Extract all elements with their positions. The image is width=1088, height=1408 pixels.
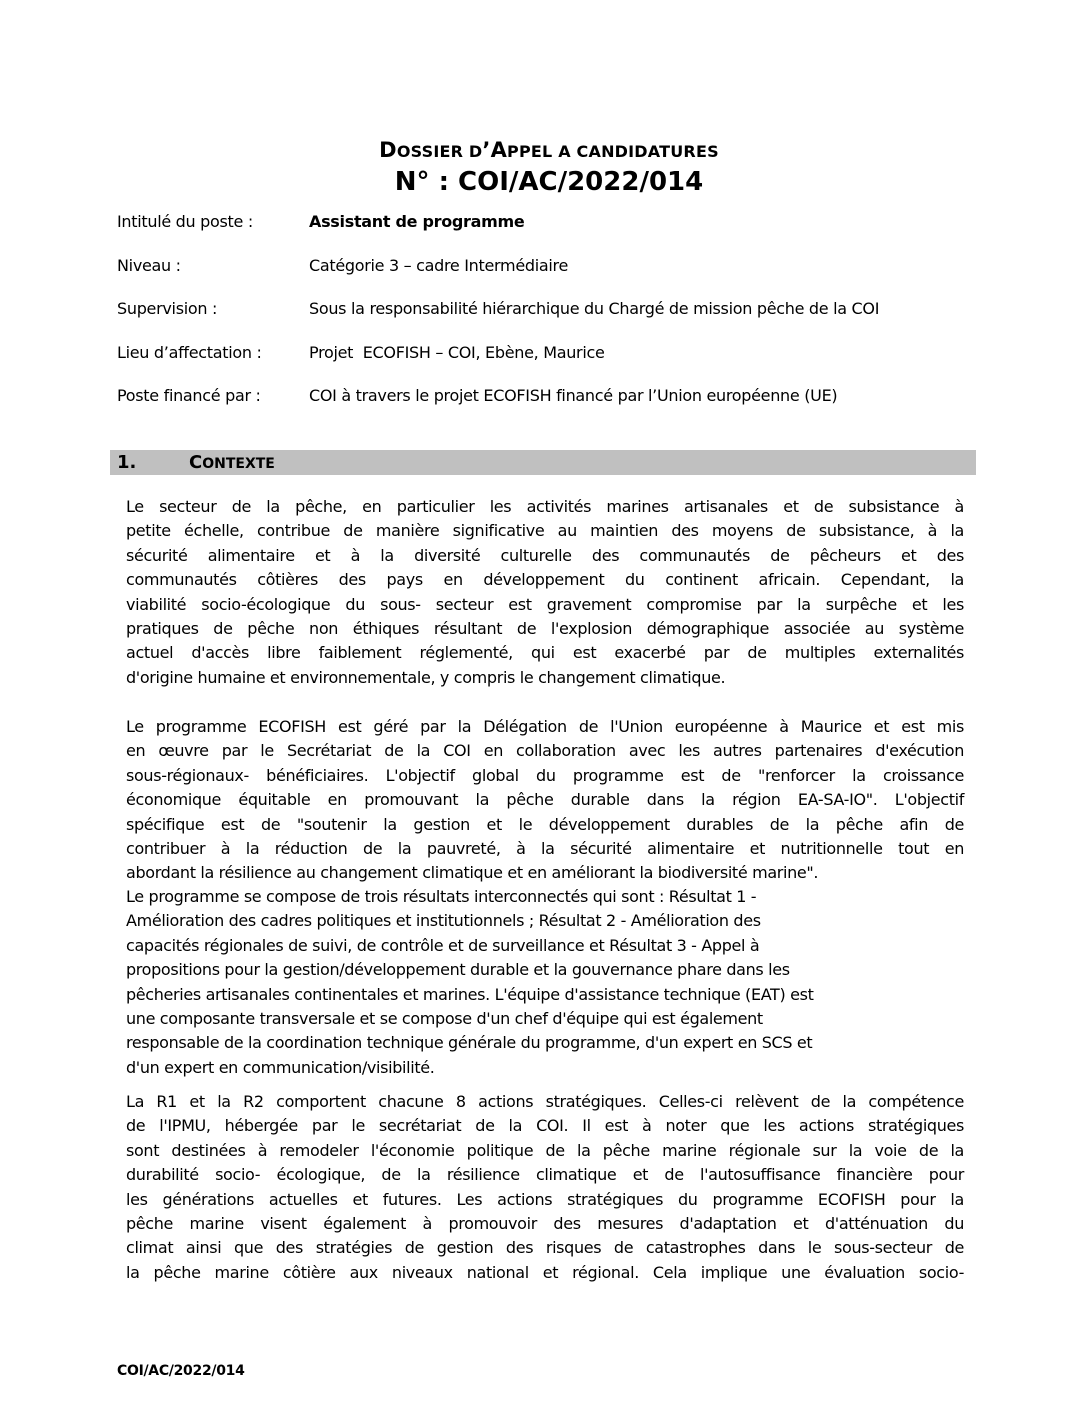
section-number: 1. <box>117 452 137 473</box>
meta-value: Sous la responsabilité hiérarchique du Chargé de mission pêche de la COI <box>309 299 880 318</box>
meta-value: Projet ECOFISH – COI, Ebène, Maurice <box>309 342 605 362</box>
meta-row-job-title <box>117 212 997 256</box>
paragraph-context-1: Le secteur de la pêche, en particulier les activités marines artisanales et de subsistance à petite échelle, contribue de manière significative au maintien des moyens de subsistance, à la sécurité alimentaire et à la diversité culturelle des communautés de pêcheurs et des communautés côtières des pays en développement du continent africain. Cependant, la viabilité socio-écologique du sous- secteur est gravement compromise par la surpêche et les pratiques de pêche non éthiques résultant de l'explosion démographique associée au système actuel d'accès libre faiblement réglementé, qui est exacerbé par de multiples externalités d'origine humaine et environnementale, y compris le changement climatique. <box>126 497 964 687</box>
meta-value: COI à travers le projet ECOFISH financé par l’Union européenne (UE) <box>309 386 838 405</box>
paragraph-context-3: Le programme se compose de trois résultats interconnectés qui sont : Résultat 1 - Amélioration des cadres politiques et institutionnels ; Résultat 2 - Amélioration des capacités régionales de suivi, de contrôle et de surveillance et Résultat 3 - Appel à propositions pour la gestion/développement durable et la gouvernance phare dans les pêcheries artisanales continentales et marines. L'équipe d'assistance technique (EAT) est une composante transversale et se compose d'un chef d'équipe qui est également responsable de la coordination technique générale du programme, d'un expert en SCS et d'un expert en communication/visibilité. <box>126 887 814 1077</box>
paragraph-context-4: La R1 et la R2 comportent chacune 8 actions stratégiques. Celles-ci relèvent de la compétence de l'IPMU, hébergée par le secrétariat de la COI. Il est à noter que les actions stratégiques sont destinées à remodeler l'économie politique de la pêche marine régionale sur la voie de la durabilité socio- écologique, de la résilience climatique et de l'autosuffisance financière pour les générations actuelles et futures. Les actions stratégiques du programme ECOFISH pour la pêche marine visent également à promouvoir des mesures d'adaptation et d'atténuation du climat ainsi que des stratégies de gestion des risques de catastrophes dans le sous-secteur de la pêche marine côtière aux niveaux national et régional. Cela implique une évaluation socio- <box>126 1092 964 1282</box>
title-reference-number: N° : COI/AC/2022/014 <box>394 167 704 197</box>
section-heading-contexte <box>110 450 976 475</box>
meta-row-supervision <box>117 299 997 343</box>
meta-row-location <box>117 343 997 387</box>
document-title <box>0 136 1088 198</box>
footer-reference: COI/AC/2022/014 <box>117 1363 245 1379</box>
meta-value: Catégorie 3 – cadre Intermédiaire <box>309 255 568 275</box>
meta-label: Niveau : <box>117 255 181 275</box>
meta-row-funding <box>117 386 997 430</box>
title-line-1: DOSSIER D’APPEL A CANDIDATURES <box>379 138 719 162</box>
meta-label: Intitulé du poste : <box>117 212 253 231</box>
meta-label: Supervision : <box>117 299 218 318</box>
meta-value: Assistant de programme <box>309 212 525 231</box>
section-title: CONTEXTE <box>189 452 275 473</box>
meta-label: Poste financé par : <box>117 386 261 405</box>
meta-row-level <box>117 256 997 300</box>
job-details-table <box>117 212 997 430</box>
paragraph-context-2: Le programme ECOFISH est géré par la Délégation de l'Union européenne à Maurice et est mis en œuvre par le Secrétariat de la COI en collaboration avec les autres partenaires d'exécution sous-régionaux- bénéficiaires. L'objectif global du programme est de "renforcer la croissance économique équitable en promouvant la pêche durable dans la région EA-SA-IO". L'objectif spécifique est de "soutenir la gestion et le développement durables de la pêche afin de contribuer à la réduction de la pauvreté, à la sécurité alimentaire et nutritionnelle tout en abordant la résilience au changement climatique et en améliorant la biodiversité marine". <box>126 717 964 883</box>
meta-label: Lieu d’affectation : <box>117 342 262 362</box>
